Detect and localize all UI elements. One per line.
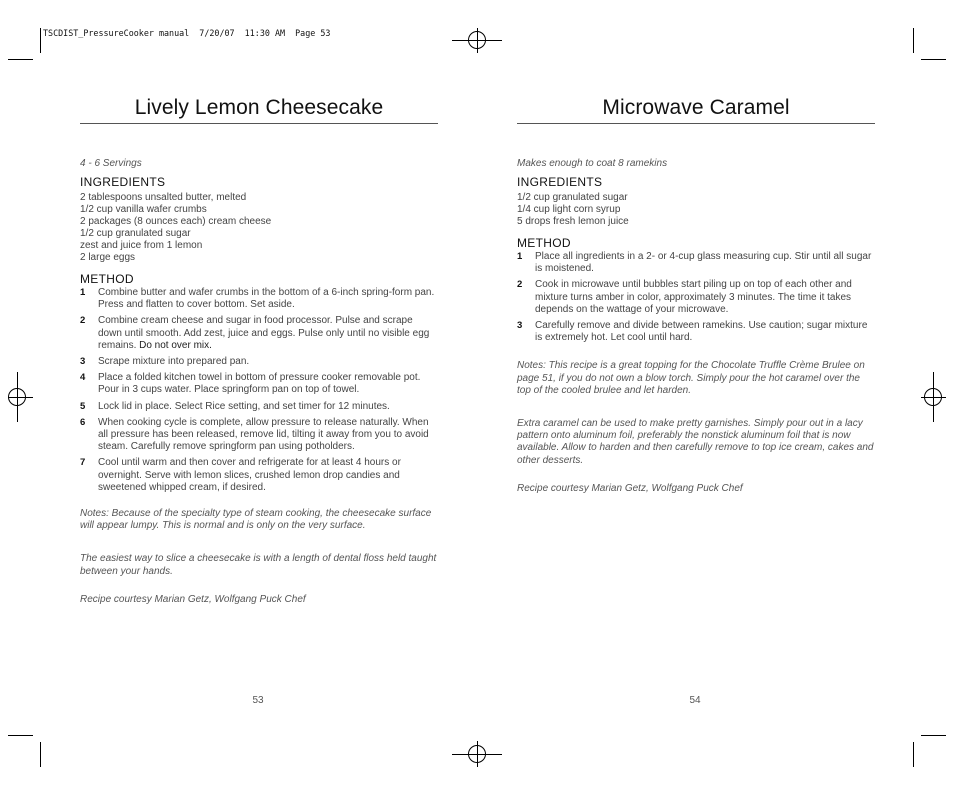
recipe-note: Notes: This recipe is a great topping for the Chocolate Truffle Crème Brulee on page 51, if you do not own a blow torch. Simply pour the hot caramel over the top of the cooled brulee and let harden. <box>517 360 865 396</box>
step-text: When cooking cycle is complete, allow pressure to release naturally. When all pressure has been released, remove lid, tilting it away from you to avoid steam. Carefully remove springform pan using potholders. <box>98 416 429 453</box>
step-number: 2 <box>80 315 86 327</box>
step-text: Place a folded kitchen towel in bottom of pressure cooker removable pot. Pour in 3 cups water. Place springform pan on top of towel. <box>98 372 421 396</box>
recipe-credit: Recipe courtesy Marian Getz, Wolfgang Puck Chef <box>517 482 743 494</box>
method-steps <box>80 287 438 494</box>
step-number: 1 <box>517 251 523 262</box>
ingredient-item: zest and juice from 1 lemon <box>80 240 203 251</box>
recipe-title: Microwave Caramel <box>517 93 875 124</box>
method-step <box>80 287 438 311</box>
ingredient-item: 2 large eggs <box>80 252 136 263</box>
step-number: 5 <box>80 400 86 412</box>
step-number: 6 <box>80 416 86 428</box>
method-step <box>517 279 875 316</box>
step-text: Lock lid in place. Select Rice setting, and set timer for 12 minutes. <box>98 400 390 412</box>
ingredients-list <box>80 192 438 264</box>
recipe-page-right <box>517 93 875 495</box>
servings: Makes enough to coat 8 ramekins <box>517 158 668 169</box>
method-steps <box>517 251 875 344</box>
step-text: Carefully remove and divide between ramekins. Use caution; sugar mixture is extremely hot. Let cool until hard. <box>535 320 868 344</box>
method-step <box>80 417 438 454</box>
method-step <box>80 356 438 368</box>
method-step <box>80 315 438 352</box>
method-step <box>517 320 875 344</box>
recipe-tip: Extra caramel can be used to make pretty garnishes. Simply pour out in a lacy pattern onto aluminum foil, preferably the nonstick aluminum foil that is now available. Allow to harden and then carefully remove to top ice cream, cakes and other desserts. <box>517 418 874 466</box>
print-slug: TSCDIST_PressureCooker manual 7/20/07 11:30 AM Page 53 <box>43 28 331 38</box>
step-number: 3 <box>517 320 523 332</box>
method-heading: METHOD <box>80 272 134 286</box>
ingredient-item: 5 drops fresh lemon juice <box>517 216 629 227</box>
method-heading: METHOD <box>517 236 571 250</box>
step-number: 1 <box>80 287 86 298</box>
method-step <box>80 457 438 494</box>
step-text-wrap <box>98 315 438 352</box>
servings: 4 - 6 Servings <box>80 158 142 169</box>
ingredient-item: 2 packages (8 ounces each) cream cheese <box>80 216 272 227</box>
ingredients-heading: INGREDIENTS <box>80 175 166 189</box>
step-number: 7 <box>80 457 86 469</box>
step-text: Combine butter and wafer crumbs in the bottom of a 6-inch spring-form pan. Press and flatten to cover bottom. Set aside. <box>98 287 435 311</box>
recipe-page-left <box>80 93 438 606</box>
step-number: 4 <box>80 372 86 384</box>
ingredient-item: 1/2 cup vanilla wafer crumbs <box>80 204 207 215</box>
method-step <box>80 401 438 413</box>
step-text: Place all ingredients in a 2- or 4-cup glass measuring cup. Stir until all sugar is moistened. <box>535 251 872 275</box>
ingredient-item: 2 tablespoons unsalted butter, melted <box>80 192 247 203</box>
step-text: Cool until warm and then cover and refrigerate for at least 4 hours or overnight. Serve with lemon slices, crushed lemon drop candies and sweetened whipped cream, if desired. <box>98 457 401 493</box>
step-text: Cook in microwave until bubbles start piling up on top of each other and mixture turns amber in color, approximately 3 minutes. The time it takes depends on the wattage of your microwave. <box>535 279 852 315</box>
ingredient-item: 1/2 cup granulated sugar <box>80 228 191 239</box>
ingredients-list <box>517 192 875 228</box>
recipe-credit: Recipe courtesy Marian Getz, Wolfgang Puck Chef <box>80 593 306 605</box>
step-emphasis: Do not over mix. <box>139 339 212 351</box>
step-text: Scrape mixture into prepared pan. <box>98 356 250 368</box>
method-step <box>80 372 438 396</box>
recipe-title: Lively Lemon Cheesecake <box>80 93 438 124</box>
ingredients-heading: INGREDIENTS <box>517 175 603 189</box>
ingredient-item: 1/4 cup light corn syrup <box>517 204 621 215</box>
step-number: 3 <box>80 356 86 368</box>
step-text: Combine cream cheese and sugar in food processor. Pulse and scrape down until smooth. Add zest, juice and eggs. Pulse only until no visible egg remains. <box>98 315 430 351</box>
step-number: 2 <box>517 279 523 291</box>
page-number: 54 <box>689 695 701 706</box>
recipe-note: Notes: Because of the specialty type of steam cooking, the cheesecake surface will appear lumpy. This is normal and is only on the very surface. <box>80 508 432 532</box>
method-step <box>517 251 875 275</box>
page-number: 53 <box>252 695 264 706</box>
ingredient-item: 1/2 cup granulated sugar <box>517 192 628 203</box>
recipe-tip: The easiest way to slice a cheesecake is with a length of dental floss held taught between your hands. <box>80 553 437 577</box>
